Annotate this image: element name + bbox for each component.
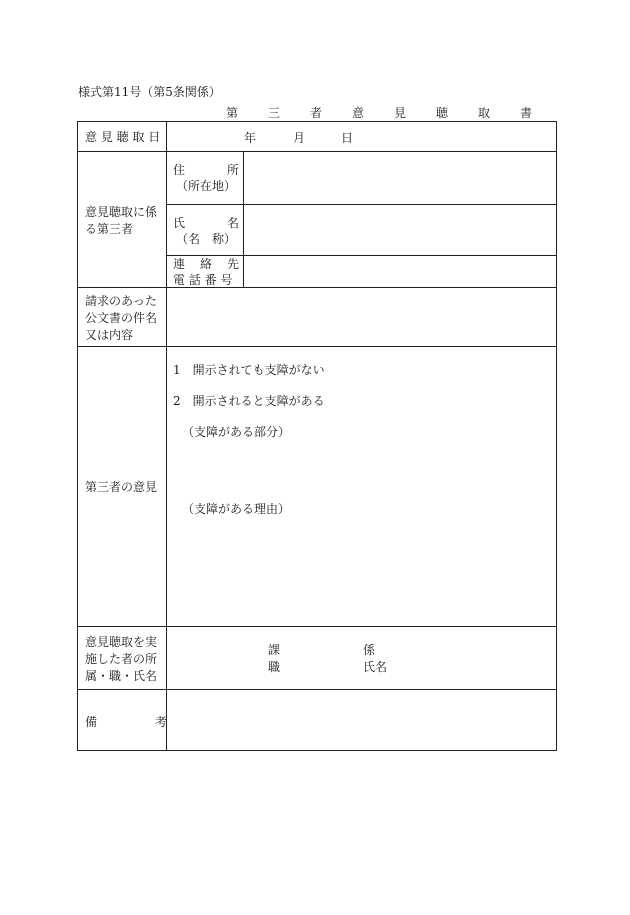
document-label-line2: 公文書の件名 [85,311,158,325]
contact-label-a1: 連 [173,257,186,271]
contact-label-a3: 先 [226,257,239,271]
name-label [173,215,239,247]
contact-label-a2: 絡 [199,257,212,271]
document-label [85,293,157,344]
opinion-option-1[interactable]: 1 開示されても支障がない [173,363,325,377]
remarks-field[interactable] [167,690,557,751]
opinion-option-2[interactable]: 2 開示されると支障がある [173,394,325,408]
contact-label [173,256,239,288]
third-party-label-line2: る第三者 [85,222,134,236]
objection-part-label: （支障がある部分） [182,425,291,439]
document-title: 第 三 者 意 見 聴 取 書 [226,106,542,120]
implementer-label-line3: 属・職・氏名 [85,669,158,683]
name-label-a: 氏 [173,216,186,230]
opinion-label: 第三者の意見 [85,480,158,494]
name-sublabel: （名 称） [176,232,237,246]
label-column-divider [166,122,167,751]
section-label: 係 [363,643,376,657]
third-party-label-line1: 意見聴取に係 [85,205,158,219]
hearing-form-table [77,121,557,751]
address-sublabel: （所在地） [176,179,237,193]
post-label: 職 [268,660,281,674]
name-field[interactable] [244,205,557,255]
remarks-label-b: 考 [154,715,167,729]
address-label [173,162,239,194]
implementer-label-line1: 意見聴取を実 [85,635,158,649]
address-label-b: 所 [226,163,239,177]
form-label: 様式第11号（第5条関係） [78,85,221,99]
third-party-label [85,204,157,238]
address-label-a: 住 [173,163,186,177]
name-label-b: 名 [226,216,239,230]
row-border [78,346,557,347]
date-value-field[interactable] [167,122,557,151]
address-field[interactable] [244,152,557,204]
document-label-line3: 又は内容 [85,328,134,342]
remarks-label-a: 備 [85,715,98,729]
document-label-line1: 請求のあった [85,294,157,308]
document-field[interactable] [167,288,557,346]
date-month-label: 月 [293,131,306,145]
person-name-label: 氏名 [363,660,388,674]
contact-field[interactable] [244,256,557,287]
date-year-label: 年 [244,131,257,145]
phone-sublabel: 電 話 番 号 [173,273,233,287]
date-label: 意 見 聴 取 日 [85,130,161,144]
remarks-label [85,714,167,730]
implementer-label [85,634,157,685]
date-day-label: 日 [341,131,354,145]
objection-reason-label: （支障がある理由） [182,502,291,516]
implementer-label-line2: 施した者の所 [85,652,158,666]
department-label: 課 [268,643,281,657]
row-border [78,626,557,627]
